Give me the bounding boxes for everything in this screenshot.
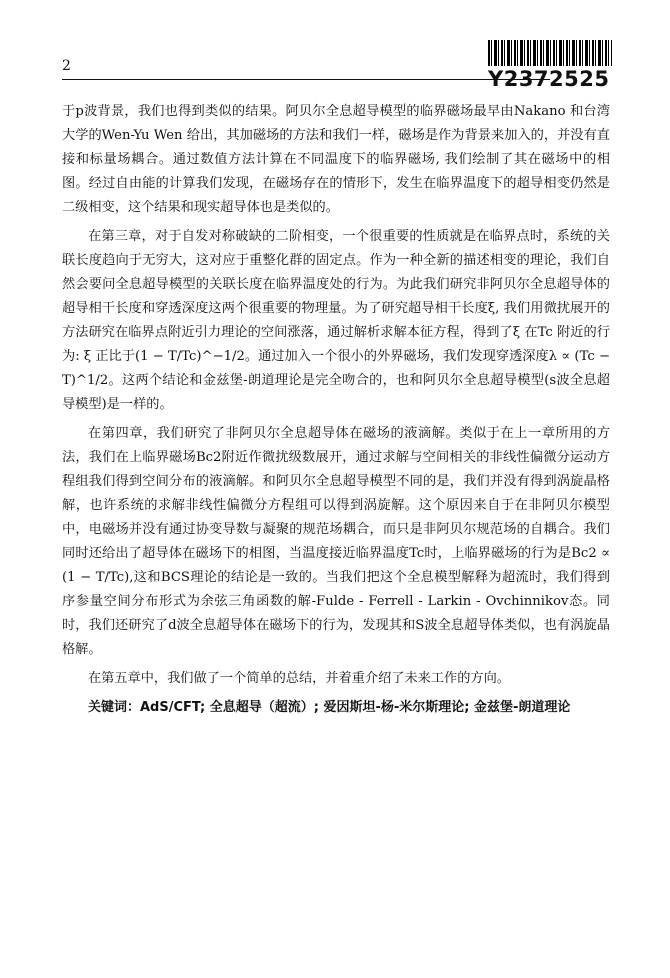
paragraph-1: 于p波背景，我们也得到类似的结果。阿贝尔全息超导模型的临界磁场最早由Nakano 和台湾大学的Wen-Yu Wen 给出，其加磁场的方法和我们一样，磁场是作为背景来加入的，并没有直接和标量场耦合。通过数值方法计算在不同温度下的临界磁场, 我们绘制了其在磁场中的相图。经过自由能的计算我们发现，在磁场存在的情形下，发生在临界温度下的超导相变仍然是二级相变，这个结果和现实超导体也是类似的。 [62,104,610,215]
header-divider [62,79,550,80]
paragraph-chapter-3: 在第三章，对于自发对称破缺的二阶相变，一个很重要的性质就是在临界点时，系统的关联长度趋向于无穷大，这对应于重整化群的固定点。作为一种全新的描述相变的理论，我们自然会要问全息超导模型的关联长度在临界温度处的行为。为此我们研究非阿贝尔全息超导体的超导相干长度和穿透深度这两个很重要的物理量。为了研究超导相干长度ξ, 我们用微扰展开的方法研究在临界点附近引力理论的空间涨落，通过解析求解本征方程，得到了ξ 在Tc 附近的行为: ξ 正比于(1 − T/Tc)^−1/2。通过加入一个很小的外界磁场，我们发现穿透深度λ ∝ (Tc − T)^1/2。这两个结论和金兹堡-朗道理论是完全吻合的，也和阿贝尔全息超导模型(s波全息超导模型)是一样的。 [62,229,610,412]
paragraph-chapter-5: 在第五章中，我们做了一个简单的总结，并着重介绍了未来工作的方向。 [88,671,510,686]
page-body [62,100,610,725]
page-number: 2 [62,58,71,74]
keywords-line: 关键词：AdS/CFT; 全息超导（超流）; 爱因斯坦-杨-米尔斯理论; 金兹堡-朗道理论 [88,700,571,715]
paragraph-chapter-4: 在第四章，我们研究了非阿贝尔全息超导体在磁场的液滴解。类似于在上一章所用的方法，我们在上临界磁场Bc2附近作微扰级数展开，通过求解与空间相关的非线性偏微分运动方程组我们得到空间分布的液滴解。和阿贝尔全息超导模型不同的是，我们并没有得到涡旋晶格解，也许系统的求解非线性偏微分方程组可以得到涡旋解。这个原因来自于在非阿贝尔模型中，电磁场并没有通过协变导数与凝聚的规范场耦合，而只是非阿贝尔规范场的自耦合。我们同时还给出了超导体在磁场下的相图，当温度接近临界温度Tc时，上临界磁场的行为是Bc2 ∝ (1 − T/Tc),这和BCS理论的结论是一致的。当我们把这个全息模型解释为超流时，我们得到序参量空间分布形式为余弦三角函数的解-Fulde - Ferrell - Larkin - Ovchinnikov态。同时，我们还研究了d波全息超导体在磁场下的行为，发现其和S波全息超导体类似，也有涡旋晶格解。 [62,426,610,657]
barcode-label [488,40,612,91]
barcode-number: Y2372525 [488,67,610,91]
barcode-image [488,40,612,66]
